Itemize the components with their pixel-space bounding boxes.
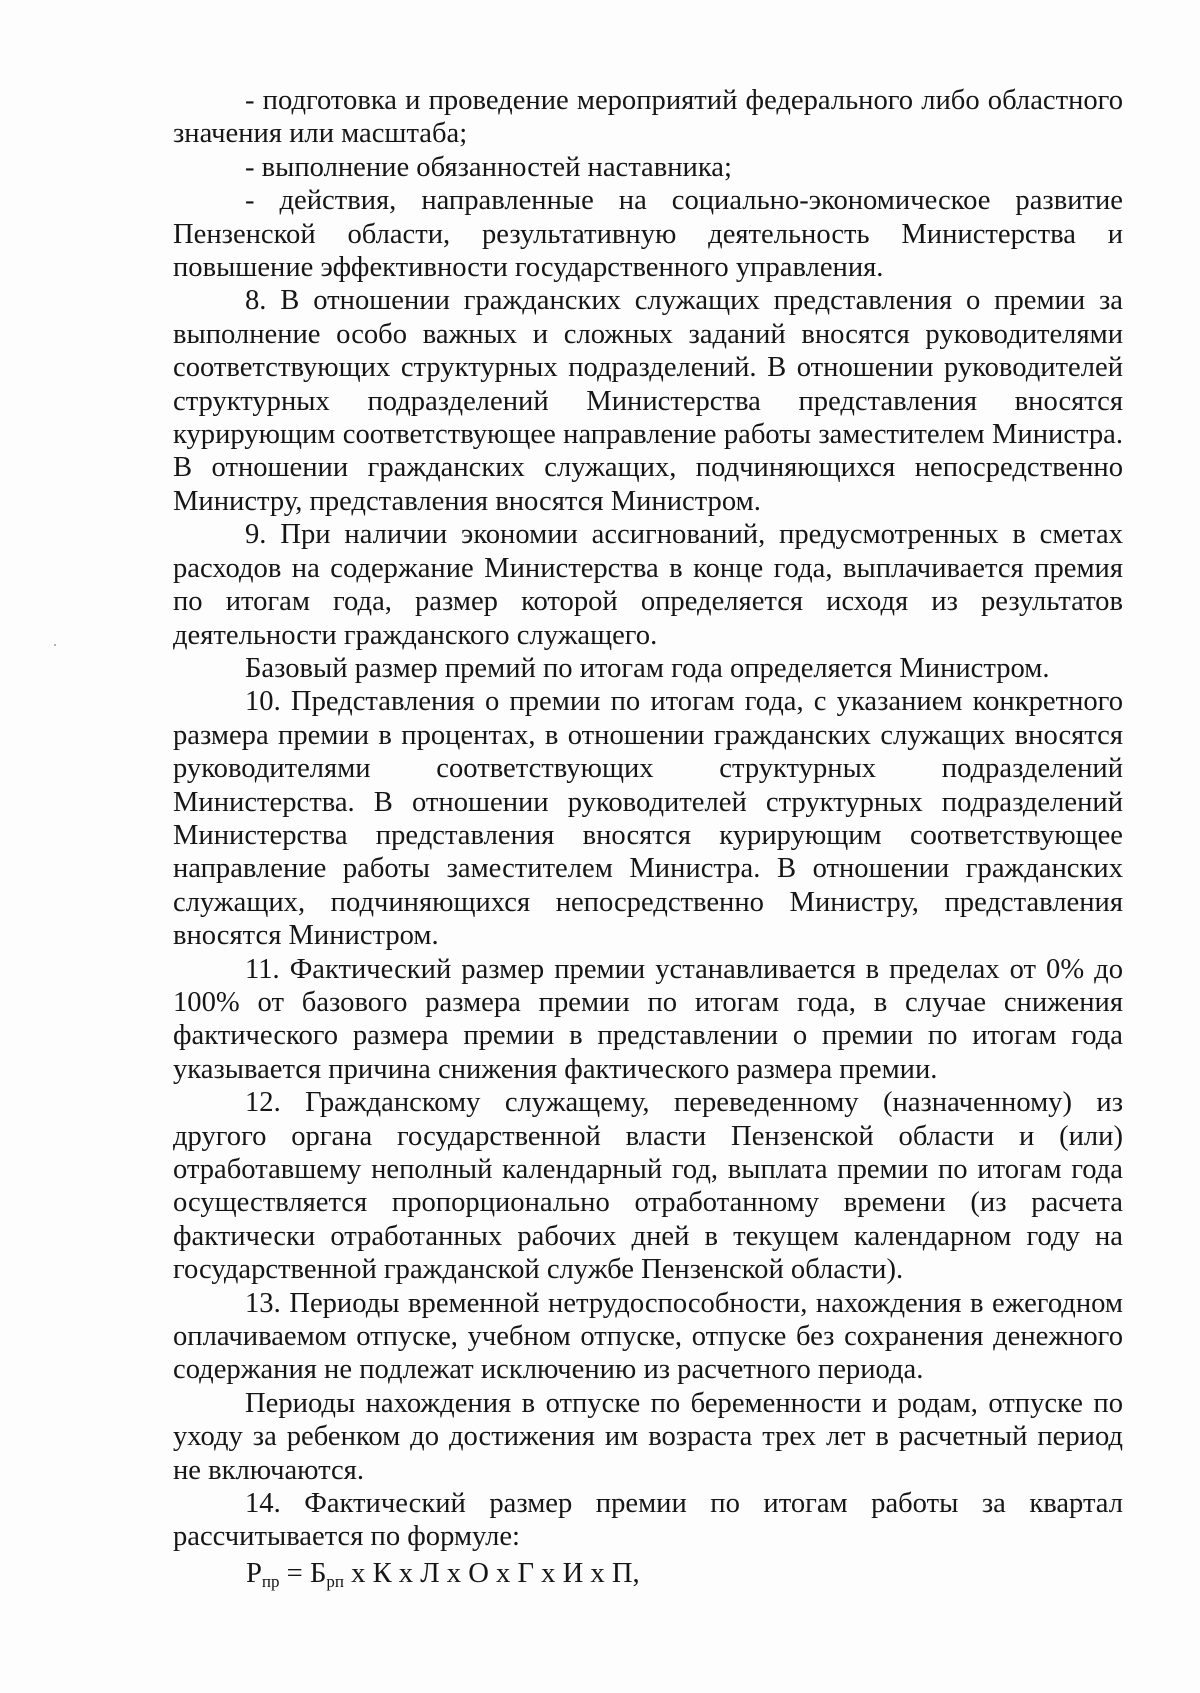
- formula-lhs-subscript: пр: [261, 1572, 280, 1591]
- document-body: [173, 84, 1123, 1554]
- formula-lhs: Р: [246, 1558, 262, 1589]
- formula-base-subscript: рп: [326, 1572, 344, 1591]
- paragraph-5: 9. При наличии экономии ассигнований, предусмотренных в сметах расходов на содержание Министерства в конце года, выплачивается премия по итогам года, размер которой определяется исходя из результатов деятельности гражданского служащего.: [173, 519, 1123, 651]
- formula-factors: х К х Л х О х Г х И х П,: [343, 1558, 640, 1589]
- formula-equals: =: [279, 1558, 310, 1589]
- scan-speck: [54, 644, 56, 646]
- formula-base: Б: [309, 1558, 327, 1589]
- paragraph-2: - выполнение обязанностей наставника;: [245, 151, 732, 183]
- paragraph-6: Базовый размер премий по итогам года определяется Министром.: [245, 652, 1050, 684]
- paragraph-1: - подготовка и проведение мероприятий федерального либо областного значения или масштаба;: [173, 85, 1123, 150]
- paragraph-4: 8. В отношении гражданских служащих представления о премии за выполнение особо важных и сложных заданий вносятся руководителями соответствующих структурных подразделений. В отношении руководителей структурных подразделений Министерства представления вносятся курирующим соответствующее направление работы заместителем Министра. В отношении гражданских служащих, подчиняющихся непосредственно Министру, представления вносятся Министром.: [173, 285, 1123, 517]
- paragraph-8: 11. Фактический размер премии устанавливается в пределах от 0% до 100% от базового размера премии по итогам года, в случае снижения фактического размера премии в представлении о премии по итогам года указывается причина снижения фактического размера премии.: [173, 953, 1123, 1085]
- paragraph-7: 10. Представления о премии по итогам года, с указанием конкретного размера премии в процентах, в отношении гражданских служащих вносятся руководителями соответствующих структурных подразделений Министерства. В отношении руководителей структурных подразделений Министерства представления вносятся курирующим соответствующее направление работы заместителем Министра. В отношении гражданских служащих, подчиняющихся непосредственно Министру, представления вносятся Министром.: [173, 686, 1123, 952]
- paragraph-3: - действия, направленные на социально-экономическое развитие Пензенской области, результативную деятельность Министерства и повышение эффективности государственного управления.: [173, 185, 1123, 284]
- paragraph-12: 14. Фактический размер премии по итогам работы за квартал рассчитывается по формуле:: [173, 1488, 1123, 1553]
- paragraph-11: Периоды нахождения в отпуске по беременности и родам, отпуске по уходу за ребенком до достижения им возраста трех лет в расчетный период не включаются.: [173, 1387, 1123, 1486]
- paragraph-10: 13. Периоды временной нетрудоспособности, нахождения в ежегодном оплачиваемом отпуске, учебном отпуске, отпуске без сохранения денежного содержания не подлежат исключению из расчетного периода.: [173, 1287, 1123, 1386]
- bonus-formula: [246, 1558, 640, 1592]
- paragraph-9: 12. Гражданскому служащему, переведенному (назначенному) из другого органа государственной власти Пензенской области и (или) отработавшему неполный календарный год, выплата премии по итогам года осуществляется пропорционально отработанному времени (из расчета фактически отработанных рабочих дней в текущем календарном году на государственной гражданской службе Пензенской области).: [173, 1087, 1123, 1286]
